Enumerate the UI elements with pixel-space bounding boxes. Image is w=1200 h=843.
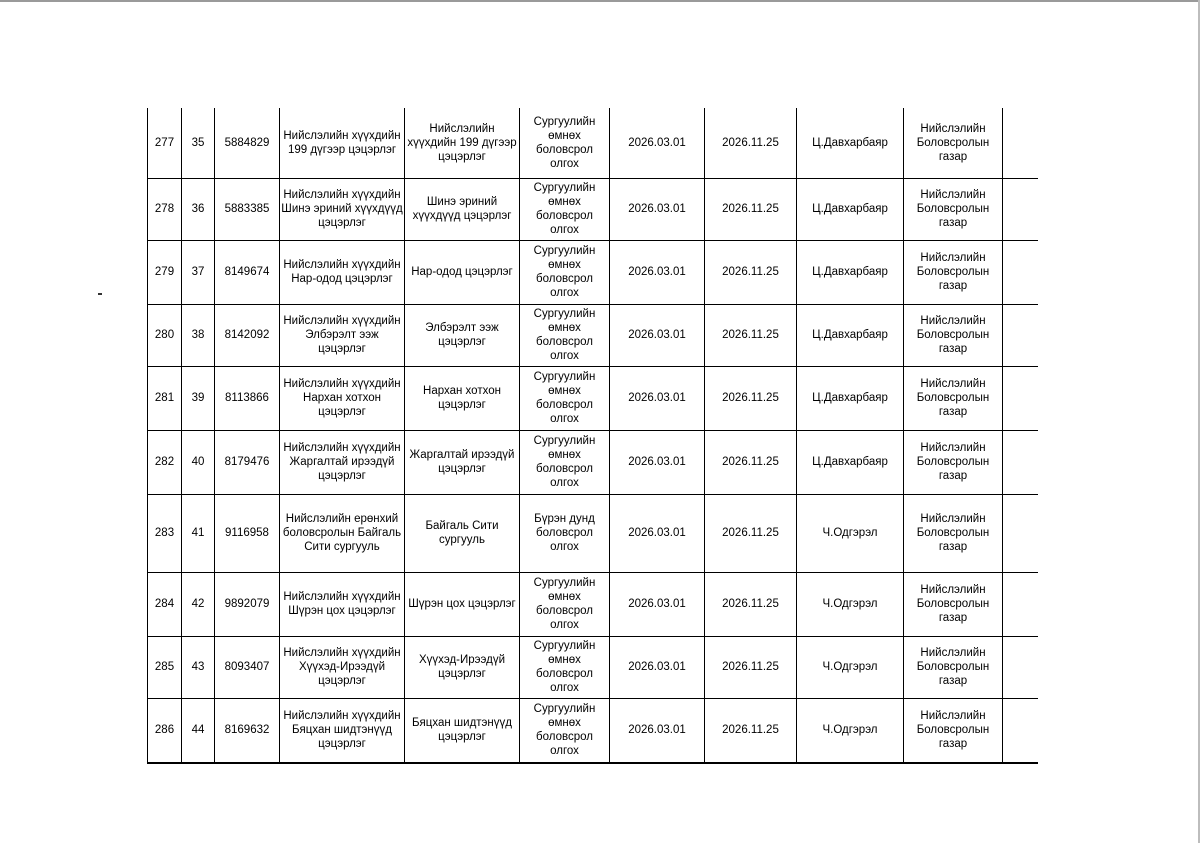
cell-start-date: 2026.03.01 [610, 108, 705, 178]
cell-extra [1003, 366, 1038, 430]
cell-start-date: 2026.03.01 [610, 636, 705, 698]
cell-org-name: Нийслэлийн хүүхдийн Шүрэн цох цэцэрлэг [280, 572, 405, 636]
cell-sub-no: 42 [182, 572, 215, 636]
cell-end-date: 2026.11.25 [705, 108, 797, 178]
cell-end-date: 2026.11.25 [705, 430, 797, 494]
cell-end-date: 2026.11.25 [705, 494, 797, 572]
cell-short-name: Бяцхан шидтэнүүд цэцэрлэг [405, 698, 520, 763]
cell-reg-no: 8149674 [215, 240, 280, 304]
table-row [148, 494, 1038, 572]
cell-reg-no: 8093407 [215, 636, 280, 698]
table-row [148, 366, 1038, 430]
cell-level: Сургуулийн өмнөх боловсрол олгох [520, 304, 610, 366]
cell-authority: Нийслэлийн Боловсролын газар [904, 636, 1003, 698]
cell-inspector: Ч.Одгэрэл [797, 636, 904, 698]
cell-extra [1003, 108, 1038, 178]
cell-extra [1003, 698, 1038, 763]
cell-org-name: Нийслэлийн хүүхдийн Бяцхан шидтэнүүд цэцэрлэг [280, 698, 405, 763]
cell-start-date: 2026.03.01 [610, 304, 705, 366]
table-row [148, 636, 1038, 698]
cell-short-name: Байгаль Сити сургууль [405, 494, 520, 572]
scan-edge-top [0, 0, 1200, 2]
cell-extra [1003, 572, 1038, 636]
cell-short-name: Хүүхэд-Ирээдүй цэцэрлэг [405, 636, 520, 698]
cell-authority: Нийслэлийн Боловсролын газар [904, 108, 1003, 178]
cell-org-name: Нийслэлийн хүүхдийн Шинэ эриний хүүхдүүд цэцэрлэг [280, 178, 405, 240]
cell-level: Сургуулийн өмнөх боловсрол олгох [520, 572, 610, 636]
cell-inspector: Ц.Давхарбаяр [797, 108, 904, 178]
cell-authority: Нийслэлийн Боловсролын газар [904, 304, 1003, 366]
cell-sub-no: 39 [182, 366, 215, 430]
cell-short-name: Элбэрэлт ээж цэцэрлэг [405, 304, 520, 366]
cell-authority: Нийслэлийн Боловсролын газар [904, 572, 1003, 636]
cell-reg-no: 8179476 [215, 430, 280, 494]
cell-reg-no: 9116958 [215, 494, 280, 572]
cell-inspector: Ц.Давхарбаяр [797, 178, 904, 240]
cell-sub-no: 36 [182, 178, 215, 240]
cell-level: Сургуулийн өмнөх боловсрол олгох [520, 366, 610, 430]
cell-sub-no: 38 [182, 304, 215, 366]
table-row [148, 698, 1038, 763]
cell-no: 283 [148, 494, 182, 572]
cell-short-name: Шинэ эриний хүүхдүүд цэцэрлэг [405, 178, 520, 240]
cell-level: Сургуулийн өмнөх боловсрол олгох [520, 430, 610, 494]
table-row [148, 240, 1038, 304]
cell-org-name: Нийслэлийн ерөнхий боловсролын Байгаль Сити сургууль [280, 494, 405, 572]
cell-no: 284 [148, 572, 182, 636]
cell-start-date: 2026.03.01 [610, 240, 705, 304]
cell-short-name: Нархан хотхон цэцэрлэг [405, 366, 520, 430]
cell-no: 279 [148, 240, 182, 304]
table-row [148, 304, 1038, 366]
cell-short-name: Шүрэн цох цэцэрлэг [405, 572, 520, 636]
cell-sub-no: 40 [182, 430, 215, 494]
cell-end-date: 2026.11.25 [705, 698, 797, 763]
cell-short-name: Нар-одод цэцэрлэг [405, 240, 520, 304]
cell-reg-no: 9892079 [215, 572, 280, 636]
cell-level: Сургуулийн өмнөх боловсрол олгох [520, 178, 610, 240]
cell-sub-no: 35 [182, 108, 215, 178]
cell-sub-no: 43 [182, 636, 215, 698]
cell-inspector: Ч.Одгэрэл [797, 698, 904, 763]
cell-level: Бүрэн дунд боловсрол олгох [520, 494, 610, 572]
cell-short-name: Нийслэлийн хүүхдийн 199 дүгээр цэцэрлэг [405, 108, 520, 178]
table-row [148, 430, 1038, 494]
cell-level: Сургуулийн өмнөх боловсрол олгох [520, 108, 610, 178]
cell-authority: Нийслэлийн Боловсролын газар [904, 178, 1003, 240]
cell-sub-no: 44 [182, 698, 215, 763]
cell-authority: Нийслэлийн Боловсролын газар [904, 366, 1003, 430]
cell-extra [1003, 240, 1038, 304]
cell-start-date: 2026.03.01 [610, 698, 705, 763]
cell-org-name: Нийслэлийн хүүхдийн Нархан хотхон цэцэрлэг [280, 366, 405, 430]
cell-inspector: Ц.Давхарбаяр [797, 430, 904, 494]
cell-reg-no: 8169632 [215, 698, 280, 763]
cell-reg-no: 8142092 [215, 304, 280, 366]
cell-end-date: 2026.11.25 [705, 178, 797, 240]
cell-org-name: Нийслэлийн хүүхдийн Жаргалтай ирээдүй цэцэрлэг [280, 430, 405, 494]
cell-reg-no: 5883385 [215, 178, 280, 240]
licence-table [147, 108, 1038, 764]
cell-short-name: Жаргалтай ирээдүй цэцэрлэг [405, 430, 520, 494]
cell-level: Сургуулийн өмнөх боловсрол олгох [520, 636, 610, 698]
cell-org-name: Нийслэлийн хүүхдийн Нар-одод цэцэрлэг [280, 240, 405, 304]
stray-mark [98, 293, 102, 295]
cell-end-date: 2026.11.25 [705, 572, 797, 636]
cell-reg-no: 5884829 [215, 108, 280, 178]
cell-sub-no: 41 [182, 494, 215, 572]
cell-no: 280 [148, 304, 182, 366]
cell-inspector: Ц.Давхарбаяр [797, 240, 904, 304]
cell-no: 285 [148, 636, 182, 698]
cell-extra [1003, 178, 1038, 240]
cell-inspector: Ч.Одгэрэл [797, 572, 904, 636]
cell-authority: Нийслэлийн Боловсролын газар [904, 430, 1003, 494]
cell-end-date: 2026.11.25 [705, 304, 797, 366]
table-row [148, 572, 1038, 636]
cell-reg-no: 8113866 [215, 366, 280, 430]
table-row [148, 178, 1038, 240]
cell-no: 286 [148, 698, 182, 763]
cell-org-name: Нийслэлийн хүүхдийн 199 дүгээр цэцэрлэг [280, 108, 405, 178]
cell-no: 278 [148, 178, 182, 240]
cell-inspector: Ц.Давхарбаяр [797, 366, 904, 430]
cell-org-name: Нийслэлийн хүүхдийн Элбэрэлт ээж цэцэрлэг [280, 304, 405, 366]
cell-extra [1003, 304, 1038, 366]
cell-level: Сургуулийн өмнөх боловсрол олгох [520, 698, 610, 763]
cell-authority: Нийслэлийн Боловсролын газар [904, 698, 1003, 763]
cell-no: 281 [148, 366, 182, 430]
cell-extra [1003, 636, 1038, 698]
cell-no: 277 [148, 108, 182, 178]
table-row [148, 108, 1038, 178]
cell-start-date: 2026.03.01 [610, 430, 705, 494]
cell-inspector: Ч.Одгэрэл [797, 494, 904, 572]
cell-sub-no: 37 [182, 240, 215, 304]
cell-authority: Нийслэлийн Боловсролын газар [904, 240, 1003, 304]
cell-org-name: Нийслэлийн хүүхдийн Хүүхэд-Ирээдүй цэцэрлэг [280, 636, 405, 698]
cell-start-date: 2026.03.01 [610, 494, 705, 572]
cell-end-date: 2026.11.25 [705, 240, 797, 304]
cell-start-date: 2026.03.01 [610, 572, 705, 636]
cell-end-date: 2026.11.25 [705, 366, 797, 430]
cell-start-date: 2026.03.01 [610, 178, 705, 240]
cell-start-date: 2026.03.01 [610, 366, 705, 430]
cell-extra [1003, 494, 1038, 572]
cell-end-date: 2026.11.25 [705, 636, 797, 698]
table-body [148, 108, 1038, 763]
cell-level: Сургуулийн өмнөх боловсрол олгох [520, 240, 610, 304]
cell-authority: Нийслэлийн Боловсролын газар [904, 494, 1003, 572]
cell-extra [1003, 430, 1038, 494]
cell-inspector: Ц.Давхарбаяр [797, 304, 904, 366]
cell-no: 282 [148, 430, 182, 494]
